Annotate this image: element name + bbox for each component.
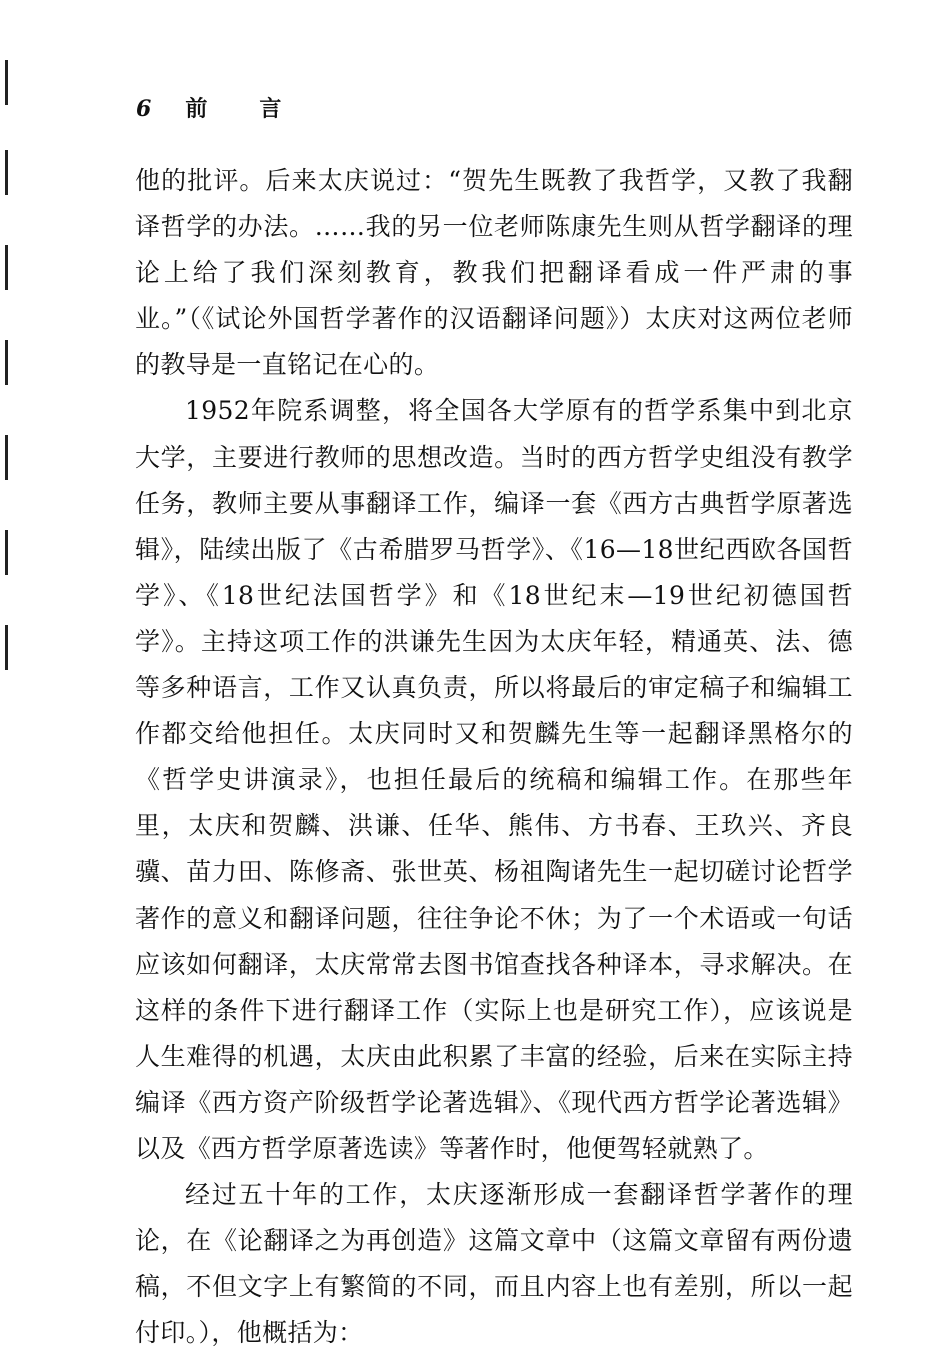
- paragraph-continued: 他的批评。后来太庆说过：“贺先生既教了我哲学，又教了我翻译哲学的办法。……我的另一位老师陈康先生则从哲学翻译的理论上给了我们深刻教育，教我们把翻译看成一件严肃的事业。”（《试论外国哲学著作的汉语翻译问题》）太庆对这两位老师的教导是一直铭记在心的。: [135, 166, 853, 380]
- scan-edge-mark: [5, 150, 8, 195]
- body-text: [135, 158, 853, 1356]
- page-header: [136, 92, 333, 123]
- paragraph-fifty-years: 经过五十年的工作，太庆逐渐形成一套翻译哲学著作的理论，在《论翻译之为再创造》这篇文章中（这篇文章留有两份遗稿，不但文字上有繁简的不同，而且内容上也有差别，所以一起付印。），他概括为：: [135, 1180, 853, 1348]
- scan-edge-mark: [5, 625, 8, 670]
- scan-edge-mark: [5, 60, 8, 105]
- page-number: 6: [136, 96, 152, 122]
- running-title: 前言: [185, 96, 334, 122]
- scan-edge-mark: [5, 435, 8, 480]
- scan-edge-mark: [5, 530, 8, 575]
- scan-edge-mark: [5, 245, 8, 290]
- paragraph-1952: 1952年院系调整，将全国各大学原有的哲学系集中到北京大学，主要进行教师的思想改造。当时的西方哲学史组没有教学任务，教师主要从事翻译工作，编译一套《西方古典哲学原著选辑》，陆续出版了《古希腊罗马哲学》、《16—18世纪西欧各国哲学》、《18世纪法国哲学》和《18世纪末—19世纪初德国哲学》。主持这项工作的洪谦先生因为太庆年轻，精通英、法、德等多种语言，工作又认真负责，所以将最后的审定稿子和编辑工作都交给他担任。太庆同时又和贺麟先生等一起翻译黑格尔的《哲学史讲演录》，也担任最后的统稿和编辑工作。在那些年里，太庆和贺麟、洪谦、任华、熊伟、方书春、王玖兴、齐良骥、苗力田、陈修斋、张世英、杨祖陶诸先生一起切磋讨论哲学著作的意义和翻译问题，往往争论不休；为了一个术语或一句话应该如何翻译，太庆常常去图书馆查找各种译本，寻求解决。在这样的条件下进行翻译工作（实际上也是研究工作），应该说是人生难得的机遇，太庆由此积累了丰富的经验，后来在实际主持编译《西方资产阶级哲学论著选辑》、《现代西方哲学论著选辑》以及《西方哲学原著选读》等著作时，他便驾轻就熟了。: [135, 396, 853, 1163]
- scan-edge-mark: [5, 340, 8, 385]
